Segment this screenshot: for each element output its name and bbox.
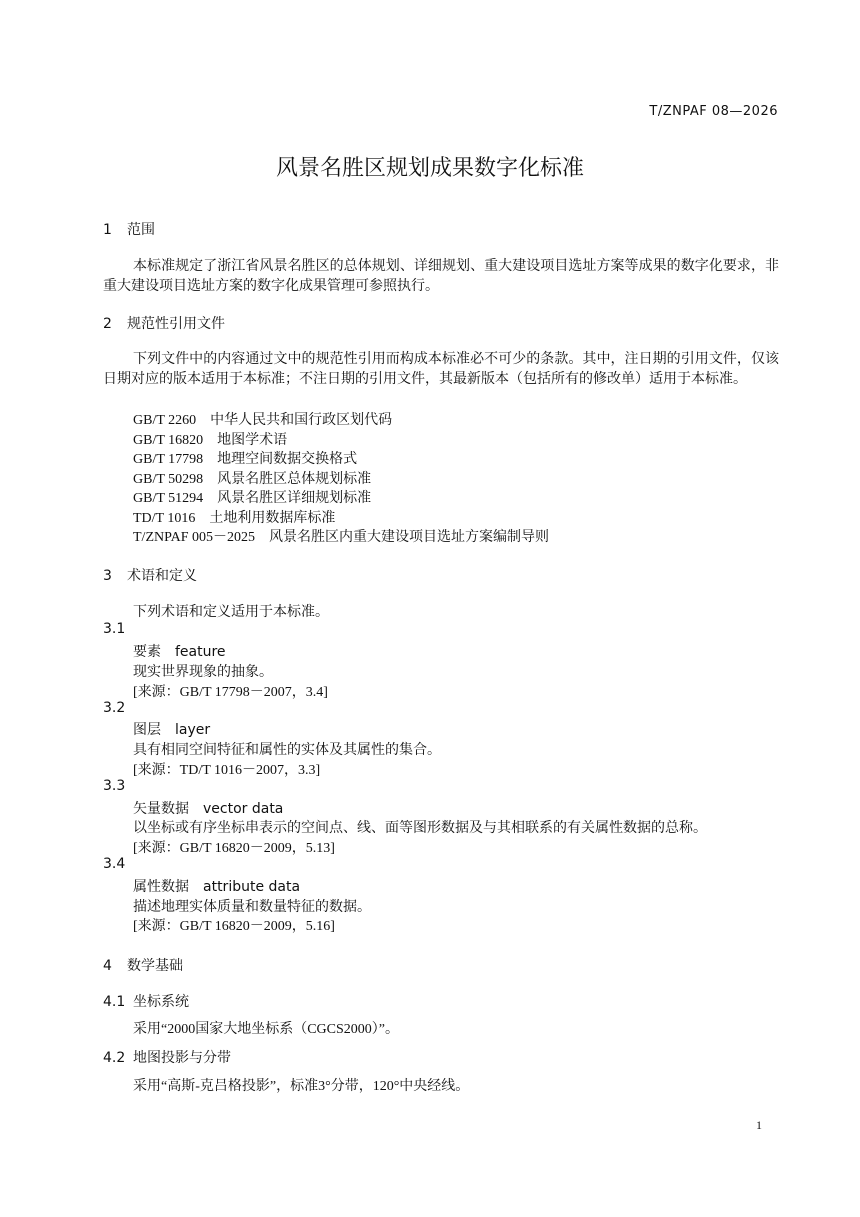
term-en: layer — [175, 722, 211, 738]
section-number: 2 — [103, 316, 112, 332]
section-title: 规范性引用文件 — [127, 316, 225, 332]
section-3-intro: 下列术语和定义适用于本标准。 — [133, 605, 329, 620]
reference-item: GB/T 17798 地理空间数据交换格式 — [133, 452, 358, 467]
term-name — [133, 876, 300, 896]
section-number: 4 — [103, 958, 112, 974]
subsection-4-1-heading — [103, 991, 189, 1011]
term-zh: 要素 — [133, 644, 161, 660]
term-en: vector data — [203, 801, 284, 817]
page-title: 风景名胜区规划成果数字化标准 — [275, 156, 584, 181]
term-name — [133, 641, 226, 661]
term-source: [来源：TD/T 1016－2007，3.3] — [133, 763, 321, 778]
term-source: [来源：GB/T 16820－2009，5.13] — [133, 841, 335, 856]
section-4-heading — [103, 955, 183, 975]
subsection-number: 4.1 — [103, 994, 126, 1010]
page-number: 1 — [756, 1118, 762, 1132]
subsection-4-1-paragraph: 采用“2000国家大地坐标系（CGCS2000）”。 — [133, 1022, 399, 1037]
term-source: [来源：GB/T 17798－2007，3.4] — [133, 685, 328, 700]
reference-item: GB/T 50298 风景名胜区总体规划标准 — [133, 472, 372, 487]
section-1-paragraph: 本标准规定了浙江省风景名胜区的总体规划、详细规划、重大建设项目选址方案等成果的数字化要求，非重大建设项目选址方案的数字化成果管理可参照执行。 — [103, 259, 779, 294]
term-number: 3.1 — [103, 621, 126, 637]
subsection-number: 4.2 — [103, 1050, 126, 1066]
term-number: 3.3 — [103, 778, 126, 794]
term-source: [来源：GB/T 16820－2009，5.16] — [133, 919, 335, 934]
section-title: 数学基础 — [127, 958, 183, 974]
term-number: 3.4 — [103, 856, 126, 872]
term-definition: 现实世界现象的抽象。 — [133, 665, 273, 680]
subsection-4-2-heading — [103, 1047, 231, 1067]
section-title: 术语和定义 — [127, 568, 197, 584]
term-definition: 以坐标或有序坐标串表示的空间点、线、面等图形数据及与其相联系的有关属性数据的总称。 — [133, 821, 707, 836]
term-zh: 属性数据 — [133, 879, 189, 895]
subsection-4-2-paragraph: 采用“高斯-克吕格投影”，标准3°分带，120°中央经线。 — [133, 1079, 470, 1094]
doc-number: T/ZNPAF 08—2026 — [649, 104, 778, 119]
term-definition: 具有相同空间特征和属性的实体及其属性的集合。 — [133, 743, 441, 758]
section-1-heading — [103, 219, 155, 239]
reference-item: T/ZNPAF 005－2025 风景名胜区内重大建设项目选址方案编制导则 — [133, 530, 549, 545]
reference-item: GB/T 2260 中华人民共和国行政区划代码 — [133, 413, 393, 428]
section-2-paragraph: 下列文件中的内容通过文中的规范性引用而构成本标准必不可少的条款。其中，注日期的引用文件，仅该日期对应的版本适用于本标准；不注日期的引用文件，其最新版本（包括所有的修改单）适用于本标准。 — [103, 352, 779, 387]
section-title: 范围 — [127, 222, 155, 238]
term-number: 3.2 — [103, 700, 126, 716]
section-2-heading — [103, 313, 225, 333]
section-3-heading — [103, 565, 197, 585]
term-zh: 图层 — [133, 722, 161, 738]
subsection-title: 地图投影与分带 — [133, 1050, 231, 1066]
term-name — [133, 798, 283, 818]
term-en: feature — [175, 644, 226, 660]
subsection-title: 坐标系统 — [133, 994, 189, 1010]
reference-item: GB/T 51294 风景名胜区详细规划标准 — [133, 491, 372, 506]
reference-item: GB/T 16820 地图学术语 — [133, 433, 288, 448]
term-definition: 描述地理实体质量和数量特征的数据。 — [133, 900, 371, 915]
reference-item: TD/T 1016 土地利用数据库标准 — [133, 511, 336, 526]
term-name — [133, 719, 210, 739]
term-en: attribute data — [203, 879, 301, 895]
term-zh: 矢量数据 — [133, 801, 189, 817]
section-number: 1 — [103, 222, 112, 238]
section-number: 3 — [103, 568, 112, 584]
